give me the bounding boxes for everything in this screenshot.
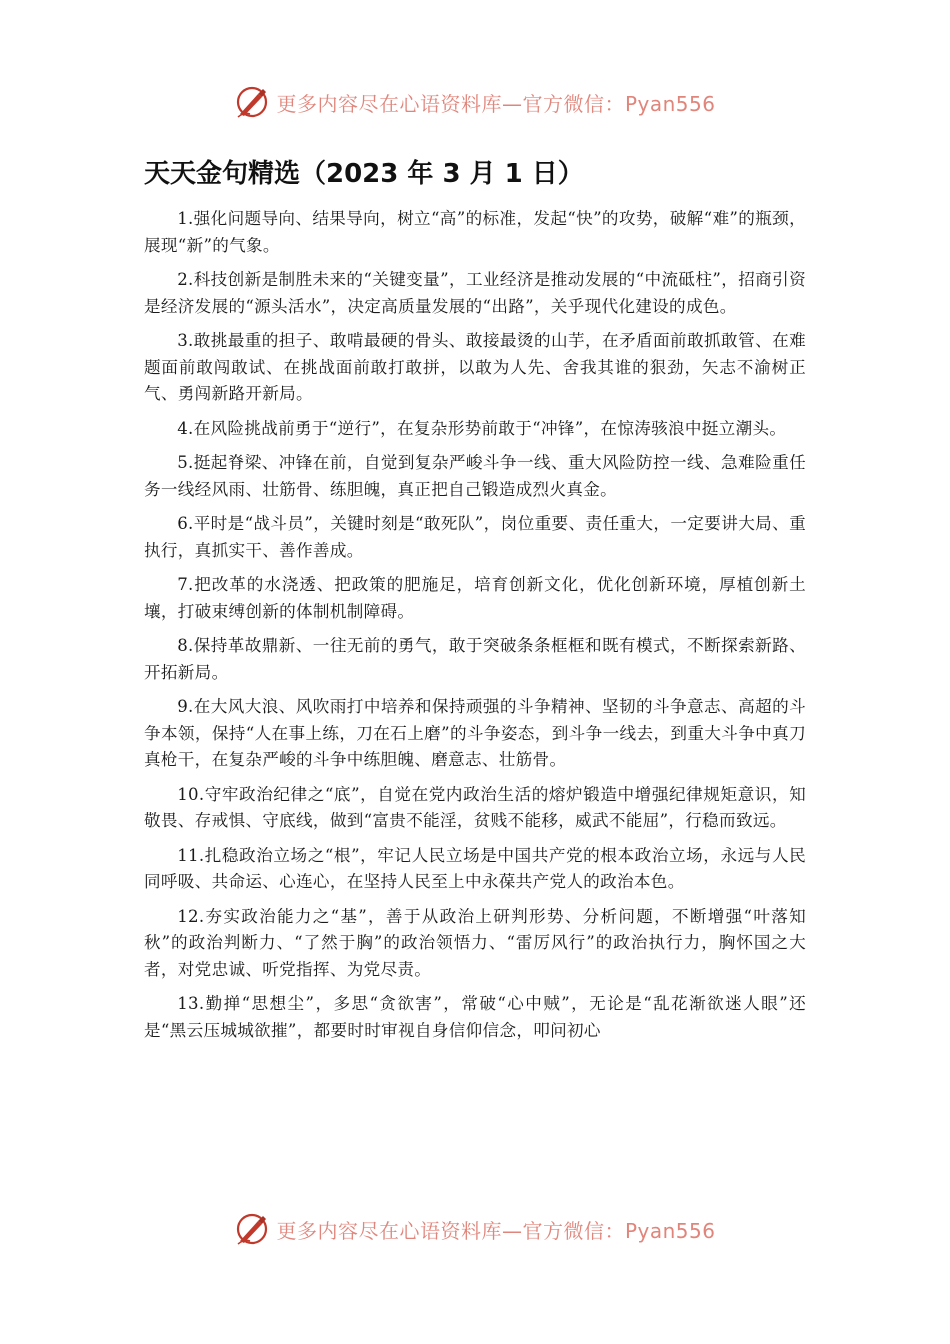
paragraph-1: 1.强化问题导向、结果导向，树立“高”的标准，发起“快”的攻势，破解“难”的瓶颈，展现“新”的气象。 [144,209,806,255]
paragraph-5: 5.挺起脊梁、冲锋在前，自觉到复杂严峻斗争一线、重大风险防控一线、急难险重任务一线经风雨、壮筋骨、练胆魄，真正把自己锻造成烈火真金。 [144,453,806,499]
paragraph-10: 10.守牢政治纪律之“底”，自觉在党内政治生活的熔炉锻造中增强纪律规矩意识，知敬畏、存戒惧、守底线，做到“富贵不能淫，贫贱不能移，威武不能屈”，行稳而致远。 [144,784,806,830]
paragraph-3: 3.敢挑最重的担子、敢啃最硬的骨头、敢接最烫的山芋，在矛盾面前敢抓敢管、在难题面前敢闯敢试、在挑战面前敢打敢拼，以敢为人先、舍我其谁的狠劲，矢志不渝树正气、勇闯新路开新局。 [144,331,806,403]
footer-banner-text: 更多内容尽在心语资料库—官方微信：Pyan556 [276,1218,716,1243]
paragraph-12: 12.夯实政治能力之“基”，善于从政治上研判形势、分析问题，不断增强“叶落知秋”的政治判断力、“了然于胸”的政治领悟力、“雷厉风行”的政治执行力，胸怀国之大者，对党忠诚、听党指挥、为党尽责。 [144,906,806,979]
footer-banner [0,1211,950,1247]
pen-circle-logo-icon [234,84,270,120]
paragraph-4: 4.在风险挑战前勇于“逆行”，在复杂形势前敢于“冲锋”，在惊涛骇浪中挺立潮头。 [177,418,787,438]
header-banner-text: 更多内容尽在心语资料库—官方微信：Pyan556 [276,91,716,116]
paragraph-2: 2.科技创新是制胜未来的“关键变量”，工业经济是推动发展的“中流砥柱”，招商引资是经济发展的“源头活水”，决定高质量发展的“出路”，关乎现代化建设的成色。 [144,270,806,316]
document-title: 天天金句精选（2023 年 3 月 1 日） [144,159,584,189]
document-body [144,206,806,1052]
paragraph-6: 6.平时是“战斗员”，关键时刻是“敢死队”，岗位重要、责任重大，一定要讲大局、重执行，真抓实干、善作善成。 [144,514,806,560]
paragraph-7: 7.把改革的水浇透、把政策的肥施足，培育创新文化，优化创新环境，厚植创新土壤，打破束缚创新的体制机制障碍。 [144,575,806,621]
pen-circle-logo-icon [234,1211,270,1247]
header-banner [0,84,950,120]
paragraph-9: 9.在大风大浪、风吹雨打中培养和保持顽强的斗争精神、坚韧的斗争意志、高超的斗争本领，保持“人在事上练，刀在石上磨”的斗争姿态，到斗争一线去，到重大斗争中真刀真枪干，在复杂严峻的斗争中练胆魄、磨意志、壮筋骨。 [144,697,806,769]
paragraph-11: 11.扎稳政治立场之“根”，牢记人民立场是中国共产党的根本政治立场，永远与人民同呼吸、共命运、心连心，在坚持人民至上中永葆共产党人的政治本色。 [144,845,806,891]
paragraph-8: 8.保持革故鼎新、一往无前的勇气，敢于突破条条框框和既有模式，不断探索新路、开拓新局。 [144,636,806,682]
paragraph-13: 13.勤掸“思想尘”，多思“贪欲害”，常破“心中贼”，无论是“乱花渐欲迷人眼”还是“黑云压城城欲摧”，都要时时审视自身信仰信念，叩问初心 [144,994,806,1040]
